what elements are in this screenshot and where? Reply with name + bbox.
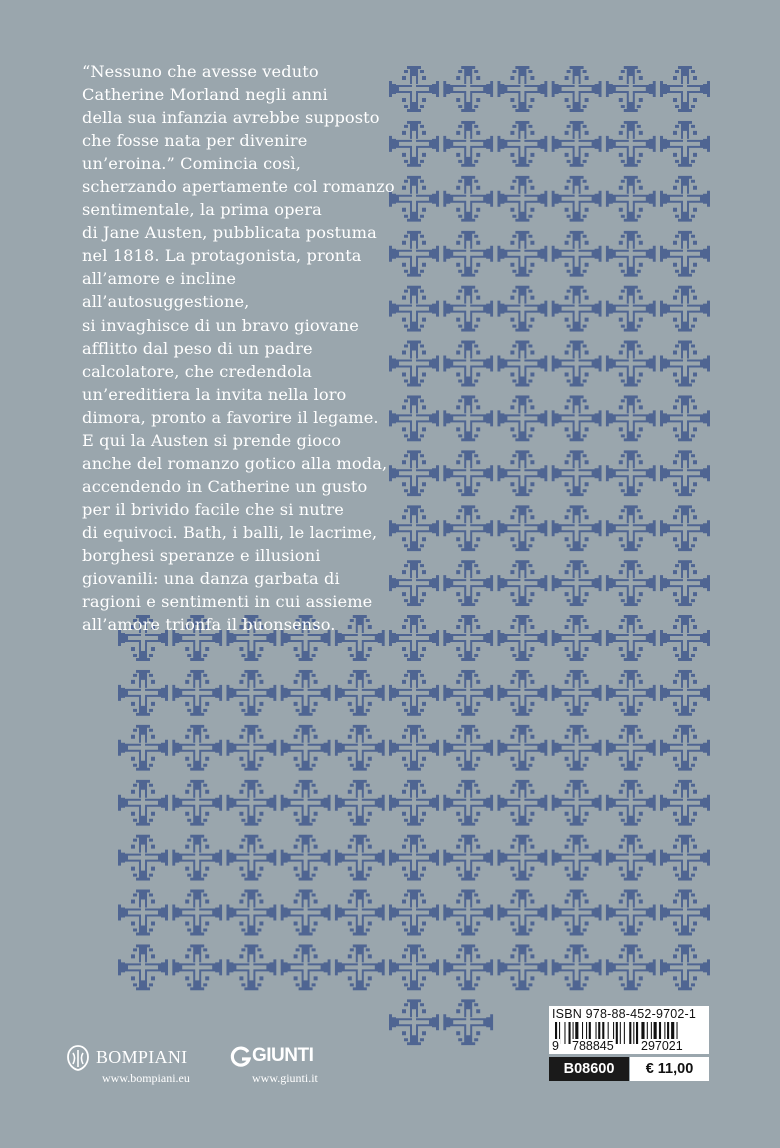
cross-motif — [660, 395, 710, 441]
cross-motif — [606, 121, 656, 167]
barcode-digits — [549, 1039, 709, 1053]
cross-motif — [497, 835, 547, 881]
cross-motif — [497, 890, 547, 936]
cross-motif — [443, 560, 493, 606]
cross-motif — [552, 670, 602, 716]
cross-motif — [552, 560, 602, 606]
giunti-url: www.giunti.it — [252, 1071, 318, 1085]
cross-motif — [281, 944, 331, 990]
cross-motif — [606, 835, 656, 881]
cross-motif — [552, 341, 602, 387]
cross-motif — [389, 780, 439, 826]
cross-motif — [606, 66, 656, 112]
cross-motif — [389, 835, 439, 881]
cross-motif — [552, 615, 602, 661]
cross-motif — [606, 944, 656, 990]
product-code: B08600 — [549, 1057, 629, 1081]
bompiani-publisher — [62, 1042, 212, 1092]
cross-motif — [606, 395, 656, 441]
cross-motif — [552, 450, 602, 496]
cross-motif — [552, 395, 602, 441]
cross-motif — [660, 835, 710, 881]
cross-motif — [660, 560, 710, 606]
cross-motif — [552, 286, 602, 332]
cross-motif — [660, 286, 710, 332]
cross-motif — [172, 780, 222, 826]
cross-motif — [497, 286, 547, 332]
cross-motif — [552, 890, 602, 936]
cross-motif — [660, 121, 710, 167]
cross-motif — [606, 505, 656, 551]
cross-motif — [335, 944, 385, 990]
cross-motif — [552, 121, 602, 167]
cross-motif — [443, 505, 493, 551]
cross-motif — [660, 176, 710, 222]
cross-motif — [497, 121, 547, 167]
cross-motif — [606, 780, 656, 826]
isbn-label: ISBN 978-88-452-9702-1 — [552, 1007, 697, 1021]
cross-motif — [389, 999, 439, 1045]
cross-motif — [389, 670, 439, 716]
cross-motif — [389, 725, 439, 771]
cross-motif — [660, 231, 710, 277]
cross-motif — [552, 66, 602, 112]
cross-motif — [226, 890, 276, 936]
cross-motif — [497, 944, 547, 990]
cross-motif — [660, 450, 710, 496]
cross-motif — [552, 231, 602, 277]
cross-motif — [606, 725, 656, 771]
cross-motif — [118, 670, 168, 716]
cross-motif — [497, 725, 547, 771]
cross-motif — [660, 670, 710, 716]
cross-motif — [335, 890, 385, 936]
cross-motif — [497, 231, 547, 277]
book-description — [82, 60, 402, 636]
bompiani-logo-icon — [64, 1044, 92, 1072]
cross-motif — [172, 725, 222, 771]
cross-motif — [443, 725, 493, 771]
cross-motif — [443, 450, 493, 496]
cross-motif — [281, 670, 331, 716]
cross-motif — [443, 999, 493, 1045]
cross-motif — [172, 670, 222, 716]
cross-motif — [281, 890, 331, 936]
cross-motif — [118, 890, 168, 936]
cross-motif — [443, 341, 493, 387]
cross-motif — [335, 670, 385, 716]
cross-motif — [606, 286, 656, 332]
isbn-barcode — [549, 1006, 709, 1054]
cross-motif — [335, 780, 385, 826]
cross-motif — [660, 944, 710, 990]
cross-motif — [443, 890, 493, 936]
cross-motif — [443, 615, 493, 661]
cross-motif — [552, 505, 602, 551]
cross-motif — [660, 780, 710, 826]
cross-motif — [497, 780, 547, 826]
cross-motif — [389, 944, 439, 990]
cross-motif — [497, 450, 547, 496]
cross-motif — [226, 835, 276, 881]
cross-motif — [226, 780, 276, 826]
cross-motif — [497, 505, 547, 551]
cross-motif — [552, 725, 602, 771]
bompiani-name: BOMPIANI — [96, 1047, 188, 1067]
cross-motif — [606, 231, 656, 277]
cross-motif — [660, 615, 710, 661]
blurb-text: “Nessuno che avesse veduto Catherine Morland negli anni della sua infanzia avrebbe supposto che fosse nata per divenire un’eroina.” Comincia così, scherzando apertamente col romanzo sentimentale, la prima opera di Jane Austen, pubblicata postuma nel 1818. La protagonista, pronta all’amore e incline all’autosuggestione, si invaghisce di un bravo giovane afflitto dal peso di un padre calcolatore, che credendola un’ereditiera la invita nella loro dimora, pronto a favorire il legame. E qui la Austen si prende gioco anche del romanzo gotico alla moda, accendendo in Catherine un gusto per il brivido facile che si nutre di equivoci. Bath, i balli, le lacrime, borghesi speranze e illusioni giovanili: una danza garbata di ragioni e sentimenti in cui assieme all’amore trionfa il buonsenso. — [82, 62, 395, 635]
cross-motif — [443, 835, 493, 881]
cross-motif — [497, 670, 547, 716]
cross-motif — [172, 835, 222, 881]
cross-motif — [443, 231, 493, 277]
cross-motif — [660, 890, 710, 936]
giunti-name: GIUNTI — [252, 1045, 314, 1066]
cross-motif — [660, 505, 710, 551]
cross-motif — [497, 176, 547, 222]
cross-motif — [660, 725, 710, 771]
cross-motif — [606, 615, 656, 661]
cross-motif — [606, 176, 656, 222]
cross-motif — [497, 560, 547, 606]
cross-motif — [443, 176, 493, 222]
cross-motif — [606, 450, 656, 496]
cross-motif — [443, 66, 493, 112]
cross-motif — [552, 944, 602, 990]
cross-motif — [172, 890, 222, 936]
cross-motif — [497, 395, 547, 441]
cross-motif — [335, 725, 385, 771]
cross-motif — [389, 890, 439, 936]
cross-motif — [606, 560, 656, 606]
cross-motif — [335, 835, 385, 881]
cross-motif — [226, 670, 276, 716]
cross-motif — [118, 780, 168, 826]
cross-motif — [443, 780, 493, 826]
bompiani-url: www.bompiani.eu — [102, 1071, 190, 1085]
giunti-publisher — [230, 1042, 360, 1092]
cross-motif — [118, 944, 168, 990]
cross-motif — [118, 835, 168, 881]
cross-motif — [281, 835, 331, 881]
cross-motif — [443, 395, 493, 441]
cross-motif — [660, 66, 710, 112]
cross-motif — [226, 944, 276, 990]
cross-motif — [172, 944, 222, 990]
cross-motif — [281, 780, 331, 826]
cross-motif — [443, 121, 493, 167]
giunti-logo-icon — [230, 1046, 252, 1068]
cross-motif — [552, 176, 602, 222]
barcode-digit-lead: 9 — [552, 1039, 559, 1053]
cross-motif — [118, 725, 168, 771]
cross-motif — [606, 890, 656, 936]
cross-motif — [497, 615, 547, 661]
cross-motif — [443, 286, 493, 332]
cross-motif — [443, 944, 493, 990]
barcode-digits-left: 788845 — [572, 1039, 614, 1053]
barcode-digits-right: 297021 — [641, 1039, 683, 1053]
cross-motif — [497, 341, 547, 387]
cross-motif — [606, 341, 656, 387]
cross-motif — [660, 341, 710, 387]
cross-motif — [552, 780, 602, 826]
cross-motif — [443, 670, 493, 716]
cross-motif — [226, 725, 276, 771]
price: € 11,00 — [630, 1057, 709, 1081]
cross-motif — [281, 725, 331, 771]
cross-motif — [552, 835, 602, 881]
cross-motif — [497, 66, 547, 112]
cross-motif — [606, 670, 656, 716]
